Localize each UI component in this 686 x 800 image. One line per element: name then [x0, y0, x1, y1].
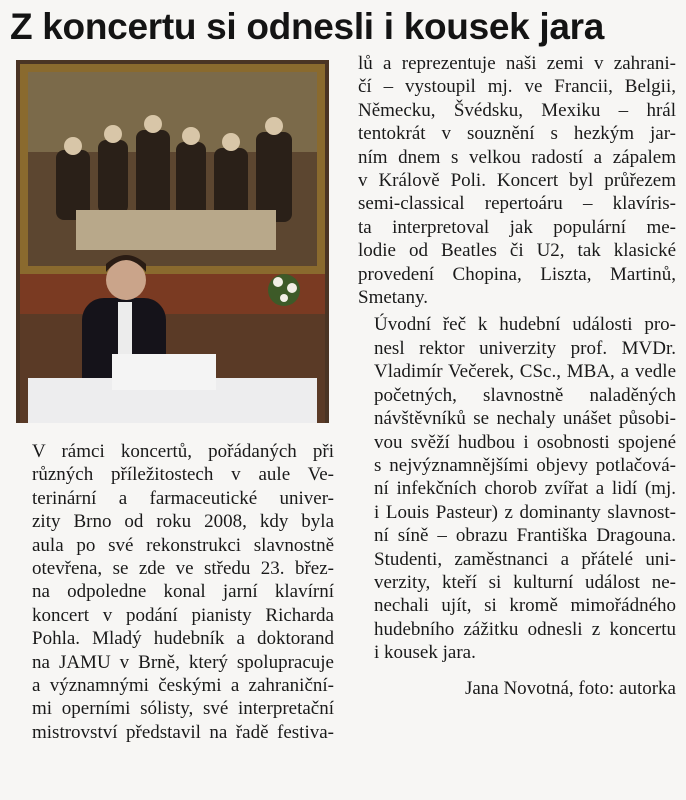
text-line: ní síně – obrazu Františka Dragouna. [374, 525, 676, 547]
text-line: aula po své rekonstrukci slavnostně [32, 534, 334, 556]
text-line: V rámci koncertů, pořádaných při [32, 441, 334, 462]
text-line: koncert v podání pianisty Richarda [32, 604, 334, 626]
text-line: Pohla. Mladý hudebník a doktorand [32, 628, 334, 650]
text-line: nechali ujít, si kromě mimořádného [374, 595, 676, 617]
text-line: Úvodní řeč k hudební události pro- [374, 314, 676, 336]
text-line: návštěvníků se nechaly unášet působi- [374, 408, 676, 430]
text-line: čí – vystoupil mj. ve Francii, Belgii, [358, 76, 676, 98]
text-line: lů a reprezentuje naši zemi v zahrani- [358, 53, 676, 74]
text-line: Smetany. [358, 287, 429, 309]
text-line: lodie od Beatles či U2, tak klasické [358, 240, 676, 262]
continuation-paragraph [358, 52, 676, 309]
text-line: provedení Chopina, Liszta, Martinů, [358, 263, 676, 285]
text-line: Vladimír Večerek, CSc., MBA, a vedle [374, 361, 676, 383]
text-line: mi operními sólisty, své interpretační [32, 698, 334, 720]
text-line: i kousek jara. [374, 642, 476, 664]
speech-paragraph [358, 313, 676, 664]
text-line: otevřena, se zde ve středu 23. břez- [32, 558, 334, 580]
text-line: početných, slavnostně naladěných [374, 384, 676, 406]
text-line: Německu, Švédsku, Mexiku – hrál [358, 99, 676, 121]
text-line: s nejvýznamnějšími objevy potlačová- [374, 454, 676, 476]
text-line: vou svěží hudbou i osobnosti spojené [374, 431, 676, 453]
left-column [16, 440, 334, 744]
author-credit: Jana Novotná, foto: autorka [464, 677, 676, 699]
text-line: a významnými českými a zahraniční- [32, 675, 334, 697]
text-line: různých příležitostech v aule Ve- [32, 464, 334, 486]
text-line: semi-classical repertoáru – klavíris- [358, 193, 676, 215]
text-line: ní infekčních chorob zvířat a lidí (mj. [374, 478, 676, 500]
concert-photo [16, 60, 329, 423]
text-line: i Louis Pasteur) z dominanty slavnost- [374, 501, 676, 523]
text-line: Studenti, zaměstnanci a přátelé uni- [374, 548, 676, 570]
text-line: ním dnem s velkou radostí a zápalem [358, 146, 676, 168]
intro-paragraph [16, 440, 334, 744]
right-column [358, 52, 676, 700]
text-line: na JAMU v Brně, který spolupracuje [32, 651, 334, 673]
article-title: Z koncertu si odnesli i kousek jara [10, 6, 605, 47]
text-line: nesl rektor univerzity prof. MVDr. [374, 337, 676, 359]
text-line: tentokrát v souznění s hezkým jar- [358, 123, 676, 145]
text-line: terinární a farmaceutické univer- [32, 487, 334, 509]
text-line: mistrovství představil na řadě festiva- [32, 721, 334, 743]
text-line: v Králově Poli. Koncert byl průřezem [358, 170, 676, 192]
text-line: ta interpretoval jak populární me- [358, 216, 676, 238]
text-line: zity Brno od roku 2008, kdy byla [32, 511, 334, 533]
text-line: verzity, kteří si kulturní událost ne- [374, 571, 676, 593]
text-line: na odpoledne konal jarní klavírní [32, 581, 334, 603]
text-line: hudebního zážitku odnesli z koncertu [374, 618, 676, 640]
